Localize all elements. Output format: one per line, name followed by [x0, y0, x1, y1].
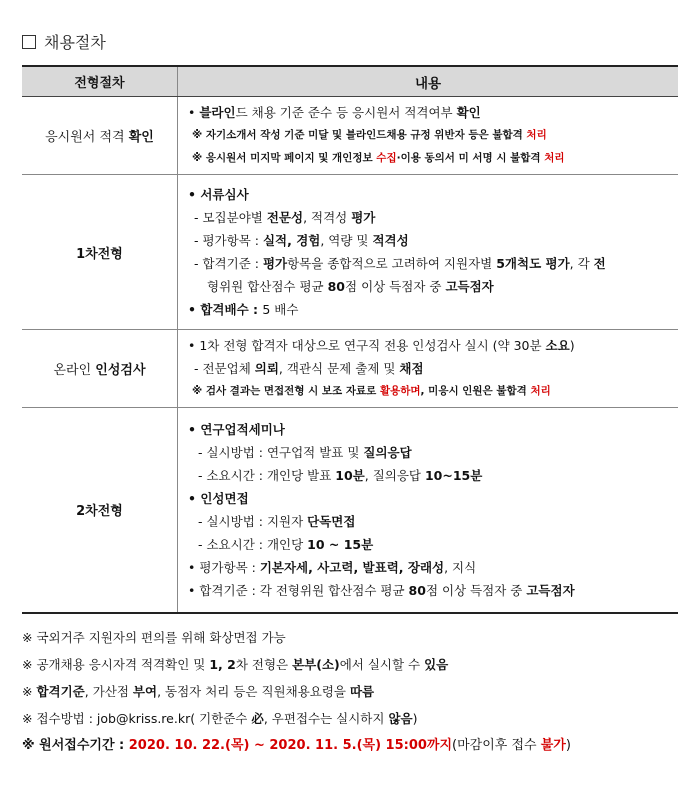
content-line: - 전문업체 의뢰, 객관식 문제 출제 및 채점	[194, 361, 424, 376]
section-title: 채용절차	[44, 33, 106, 52]
footnote: ※ 국외거주 지원자의 편의를 위해 화상면접 가능	[22, 630, 286, 645]
email-link[interactable]: job@kriss.re.kr	[96, 711, 191, 726]
table-header-row	[22, 66, 678, 97]
content-note: ※ 자기소개서 작성 기준 미달 및 블라인드채용 규정 위반자 등은 불합격 처리	[192, 129, 547, 141]
header-stage: 전형절차	[22, 66, 178, 97]
content-cell	[178, 330, 679, 408]
content-line: • 1차 전형 합격자 대상으로 연구직 전용 인성검사 실시 (약 30분 소요)	[188, 338, 575, 353]
content-line: - 평가항목 : 실적, 경험, 역량 및 적격성	[194, 233, 409, 248]
stage-cell: 1차전형	[22, 175, 178, 330]
content-line: • 합격배수 : 5 배수	[188, 302, 299, 317]
checkbox-square-icon	[22, 35, 36, 49]
content-line: • 연구업적세미나	[188, 421, 285, 437]
stage-cell: 온라인 인성검사	[22, 330, 178, 408]
content-cell	[178, 408, 679, 613]
content-line: • 합격기준 : 각 전형위원 합산점수 평균 80점 이상 득점자 중 고득점자	[188, 582, 575, 598]
footnote-deadline: ※ 원서접수기간 : 2020. 10. 22.(목) ~ 2020. 11. 5.(목) 15:00까지(마감이후 접수 불가)	[22, 738, 571, 753]
content-cell	[178, 97, 679, 175]
stage-cell: 응시원서 적격 확인	[22, 97, 178, 175]
content-line: • 인성면접	[188, 490, 249, 506]
stage-cell: 2차전형	[22, 408, 178, 613]
footnote: ※ 공개채용 응시자격 적격확인 및 1, 2차 전형은 본부(소)에서 실시할 수 있음	[22, 657, 449, 672]
footnote: ※ 합격기준, 가산점 부여, 동점자 처리 등은 직원채용요령을 따름	[22, 684, 375, 699]
footnotes	[22, 624, 571, 759]
content-line: - 합격기준 : 평가항목을 종합적으로 고려하여 지원자별 5개척도 평가, 각 전	[194, 256, 606, 271]
section-heading	[22, 30, 106, 53]
content-cell	[178, 175, 679, 330]
content-line: • 평가항목 : 기본자세, 사고력, 발표력, 장래성, 지식	[188, 559, 477, 575]
content-line: - 실시방법 : 지원자 단독면접	[198, 513, 356, 529]
recruitment-process-table	[22, 65, 678, 614]
content-line: - 소요시간 : 개인당 발표 10분, 질의응답 10~15분	[198, 467, 483, 483]
content-line: • 블라인드 채용 기준 준수 등 응시원서 적격여부 확인	[188, 105, 481, 120]
table-row	[22, 97, 678, 175]
content-line: • 서류심사	[188, 187, 249, 202]
content-line: 형위원 합산점수 평균 80점 이상 득점자 중 고득점자	[207, 279, 494, 294]
content-line: - 소요시간 : 개인당 10 ~ 15분	[198, 536, 374, 552]
table-row	[22, 408, 678, 613]
footnote: ※ 접수방법 : job@kriss.re.kr( 기한준수 必, 우편접수는 실시하지 않음)	[22, 711, 418, 726]
content-note: ※ 검사 결과는 면접전형 시 보조 자료로 활용하며, 미응시 인원은 불합격 처리	[192, 385, 551, 397]
header-content: 내용	[178, 66, 679, 97]
content-line: - 모집분야별 전문성, 적격성 평가	[194, 210, 376, 225]
content-note: ※ 응시원서 미지막 페이지 및 개인정보 수집·이용 동의서 미 서명 시 불합격 처리	[192, 152, 565, 164]
table-row	[22, 330, 678, 408]
table-row	[22, 175, 678, 330]
content-line: - 실시방법 : 연구업적 발표 및 질의응답	[198, 444, 412, 460]
